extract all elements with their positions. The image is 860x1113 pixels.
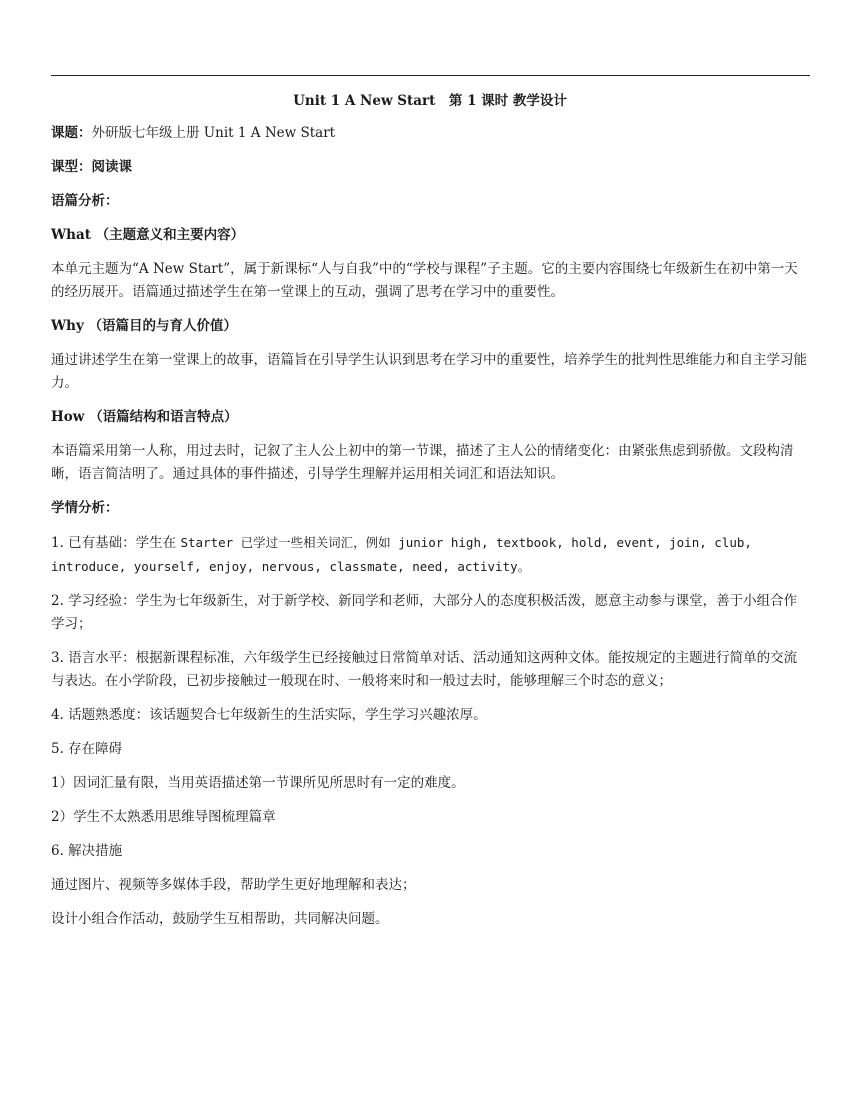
learner-item-1 bbox=[51, 531, 809, 579]
learner-item-5-2: 2）学生不太熟悉用思维导图梳理篇章 bbox=[51, 809, 276, 825]
learner-item-2: 2. 学习经验：学生为七年级新生，对于新学校、新同学和老师，大部分人的态度积极活泼，愿意主动参与课堂，善于小组合作学习； bbox=[51, 593, 798, 632]
text-analysis-heading: 语篇分析： bbox=[51, 193, 119, 209]
document-title: Unit 1 A New Start 第 1 课时 教学设计 bbox=[293, 93, 567, 109]
document-page bbox=[51, 88, 809, 942]
learner-item-6-2: 设计小组合作活动，鼓励学生互相帮助，共同解决问题。 bbox=[51, 911, 389, 927]
learner-item-5-1: 1）因词汇量有限，当用英语描述第一节课所见所思时有一定的难度。 bbox=[51, 775, 465, 791]
learner-analysis-heading: 学情分析： bbox=[51, 500, 119, 516]
topic-label: 课题： bbox=[51, 125, 92, 141]
learner-item-5: 5. 存在障碍 bbox=[51, 741, 123, 757]
learner-item-1-prefix: 1. 已有基础：学生在 bbox=[51, 535, 181, 551]
header-rule bbox=[51, 75, 810, 76]
why-body: 通过讲述学生在第一堂课上的故事，语篇旨在引导学生认识到思考在学习中的重要性，培养学生的批判性思维能力和自主学习能力。 bbox=[51, 352, 807, 391]
topic-line bbox=[51, 122, 809, 145]
lesson-type-value: 阅读课 bbox=[91, 159, 132, 175]
how-body: 本语篇采用第一人称，用过去时，记叙了主人公上初中的第一节课，描述了主人公的情绪变化：由紧张焦虑到骄傲。文段构清晰，语言简洁明了。通过具体的事件描述，引导学生理解并运用相关词汇和语法知识。 bbox=[51, 443, 794, 482]
learner-item-1-words: Starter 已学过一些相关词汇，例如 junior high, textbook, hold, event, join, club, introduce, yourself, enjoy, nervous, classmate, need, activity。 bbox=[51, 535, 752, 574]
what-heading: What （主题意义和主要内容） bbox=[51, 227, 245, 243]
what-body: 本单元主题为“A New Start”，属于新课标“人与自我”中的“学校与课程”子主题。它的主要内容围绕七年级新生在初中第一天的经历展开。语篇通过描述学生在第一堂课上的互动，强调了思考在学习中的重要性。 bbox=[51, 261, 798, 300]
learner-item-6: 6. 解决措施 bbox=[51, 843, 123, 859]
how-heading: How （语篇结构和语言特点） bbox=[51, 409, 238, 425]
topic-value: 外研版七年级上册 Unit 1 A New Start bbox=[91, 125, 336, 141]
lesson-type-line bbox=[51, 156, 809, 179]
learner-item-3: 3. 语言水平：根据新课程标准，六年级学生已经接触过日常简单对话、活动通知这两种文体。能按规定的主题进行简单的交流与表达。在小学阶段，已初步接触过一般现在时、一般将来时和一般过去时，能够理解三个时态的意义； bbox=[51, 650, 798, 689]
learner-item-4: 4. 话题熟悉度：该话题契合七年级新生的生活实际，学生学习兴趣浓厚。 bbox=[51, 707, 487, 723]
why-heading: Why （语篇目的与育人价值） bbox=[51, 318, 238, 334]
lesson-type-label: 课型： bbox=[51, 159, 92, 175]
learner-item-6-1: 通过图片、视频等多媒体手段，帮助学生更好地理解和表达； bbox=[51, 877, 416, 893]
